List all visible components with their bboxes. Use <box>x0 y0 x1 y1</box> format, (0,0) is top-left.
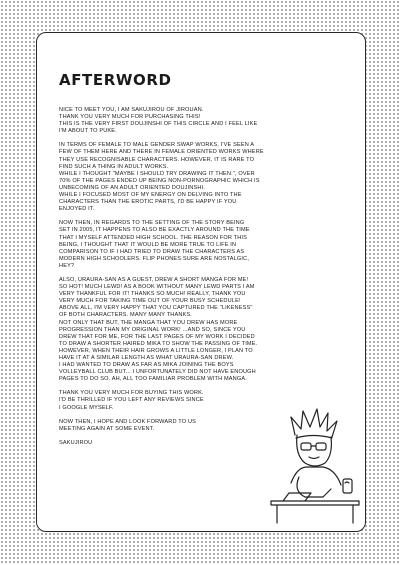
paragraph-intro: NICE TO MEET YOU, I AM SAKUJIROU OF JIROUAN. THANK YOU VERY MUCH FOR PURCHASING THIS! THIS IS THE VERY FIRST DOUJINSHI OF THIS CIRCLE AND I FEEL LIKE I'M ABOUT TO PUKE. <box>59 107 258 135</box>
afterword-body <box>59 107 351 454</box>
paragraph-gender-swap: IN TERMS OF FEMALE TO MALE GENDER SWAP WORKS, I'VE SEEN A FEW OF THEM HERE AND THERE IN FEMALE ORIENTED WORKS WHERE THEY USE RECOGNISABLE CHARACTERS. HOWEVER, IT IS RARE TO FIND SUCH A THING IN ADULT WORKS. WHILE I THOUGHT "MAYBE I SHOULD TRY DRAWING IT THEN.", OVER 70% OF THE PAGES ENDED UP BEING NON-PORNOGRAPHIC WHICH IS UNBECOMING OF AN ADULT ORIENTED DOUJINSHI. WHILE I FOCUSED MOST OF MY ENERGY ON DELVING INTO THE CHARACTERS THAN THE EROTIC PARTS, I'D BE HAPPY IF YOU ENJOYED IT. <box>59 142 264 213</box>
paragraph-setting: NOW THEN, IN REGARDS TO THE SETTING OF THE STORY BEING SET IN 2005, IT HAPPENS TO ALSO BE EXACTLY AROUND THE TIME THAT I MYSELF ATTENDED HIGH SCHOOL. THE REASON FOR THIS BEING, I THOUGHT THAT IT WOULD BE MORE TRUE TO LIFE IN COMPARISON TO IF I HAD TRIED TO DRAW THE CHARACTERS AS MODERN HIGH SCHOOLERS. FLIP PHONES SURE ARE NOSTALGIC, HEY? <box>59 220 250 269</box>
paragraph-thanks: THANK YOU VERY MUCH FOR BUYING THIS WORK. I'D BE THRILLED IF YOU LEFT ANY REVIEWS SINCE I GOOGLE MYSELF. <box>59 390 204 411</box>
paragraph-farewell: NOW THEN, I HOPE AND LOOK FORWARD TO US MEETING AGAIN AT SOME EVENT. <box>59 418 197 432</box>
page-title: AFTERWORD <box>59 71 172 89</box>
afterword-panel <box>36 32 366 532</box>
signature: SAKUJIROU <box>59 439 93 446</box>
artist-at-desk-icon <box>265 405 365 525</box>
paragraph-guest-manga: ALSO, URAURA-SAN AS A GUEST, DREW A SHORT MANGA FOR ME! SO HOT! MUCH LEWD! AS A BOOK WITHOUT MANY LEWD PARTS I AM VERY THANKFUL FOR IT! THANKS SO MUCH! REALLY, THANK YOU VERY MUCH FOR TAKING TIME OUT OF YOUR BUSY SCHEDULE! ABOVE ALL, I'M VERY HAPPY THAT YOU CAPTURED THE "LIKENESS" OF BOTH CHARACTERS. MANY MANY THANKS. NOT ONLY THAT BUT, THE MANGA THAT YOU DREW HAS MORE PROGRESSION THAN MY ORIGINAL WORK! ...AND SO, SINCE YOU DREW THAT FOR ME, FOR THE LAST PAGES OF MY WORK I DECIDED TO DRAW A SHORTER HAIRED MIKA TO SHOW THE PASSING OF TIME. HOWEVER, WHEN THEIR HAIR GROWS A LITTLE LONGER, I PLAN TO HAVE IT AT A SIMILAR LENGTH AS WHAT URAURA-SAN DREW. I HAD WANTED TO DRAW AS FAR AS MIKA JOINING THE BOYS VOLLEYBALL CLUB BUT... I UNFORTUNATELY DID NOT HAVE ENOUGH PAGES TO DO SO. AH, ALL TOO FAMILIAR PROBLEM WITH MANGA. <box>59 276 258 383</box>
